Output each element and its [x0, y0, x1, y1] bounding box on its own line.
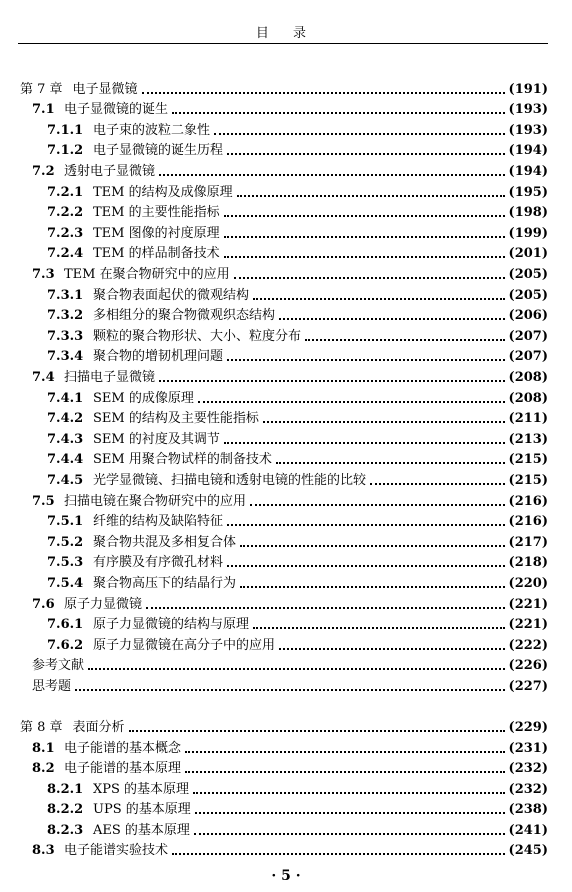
toc-entry-number: 8.2.2	[47, 802, 84, 817]
toc-entry-title: 扫描电子显微镜	[64, 370, 156, 385]
toc-entry	[0, 737, 548, 757]
toc-entry	[0, 366, 548, 386]
toc-entry-number: 7.4	[32, 370, 55, 385]
toc-leader-dots	[370, 479, 505, 485]
toc-entry-number: 7.3.2	[47, 308, 84, 323]
toc-entry	[0, 819, 548, 839]
toc-leader-dots	[240, 582, 505, 588]
toc-entry	[0, 551, 548, 571]
toc-entry-page: (215)	[508, 473, 548, 488]
toc-entry-page: (238)	[508, 802, 548, 817]
toc-entry-page: (199)	[508, 226, 548, 241]
toc-entry-number: 7.1.2	[47, 143, 84, 158]
toc-entry-title: TEM 的样品制备技术	[93, 246, 220, 261]
toc-entry-title: TEM 的主要性能指标	[93, 205, 220, 220]
toc-entry-page: (193)	[508, 102, 548, 117]
toc-entry-title: 电子能谱的基本原理	[64, 761, 182, 776]
toc-entry-title: 聚合物高压下的结晶行为	[93, 576, 237, 591]
toc-entry-page: (220)	[508, 576, 548, 591]
toc-leader-dots	[253, 623, 505, 629]
toc-entry-title: 有序膜及有序微孔材料	[93, 555, 224, 570]
toc-entry-page: (207)	[508, 329, 548, 344]
toc-leader-dots	[129, 726, 505, 732]
toc-entry-title: 参考文献	[32, 658, 85, 673]
toc-entry-number: 7.6	[32, 597, 55, 612]
toc-entry-title: 聚合物共混及多相复合体	[93, 535, 237, 550]
toc-entry	[0, 654, 548, 674]
toc-entry-page: (241)	[508, 823, 548, 838]
toc-entry	[0, 98, 548, 118]
toc-entry-title: 电子显微镜的诞生	[64, 102, 169, 117]
toc-entry-page: (229)	[508, 720, 548, 735]
toc-leader-dots	[305, 335, 505, 341]
toc-entry	[0, 160, 548, 180]
toc-entry-page: (222)	[508, 638, 548, 653]
toc-entry-page: (205)	[508, 288, 548, 303]
toc-leader-dots	[224, 211, 505, 217]
toc-entry-number: 7.5	[32, 494, 55, 509]
toc-entry-number: 8.2	[32, 761, 55, 776]
toc-entry-title: SEM 的衬度及其调节	[93, 432, 220, 447]
toc-entry	[0, 634, 548, 654]
toc-entry-page: (216)	[508, 494, 548, 509]
toc-entry	[0, 139, 548, 159]
toc-entry	[0, 675, 548, 695]
toc-entry-title: 电子显微镜的诞生历程	[93, 143, 224, 158]
toc-leader-dots	[276, 458, 505, 464]
toc-entry-title: SEM 的结构及主要性能指标	[93, 411, 259, 426]
toc-entry-title: 电子显微镜	[72, 82, 138, 97]
toc-entry-number: 7.5.3	[47, 555, 84, 570]
toc-entry-number: 7.2.1	[47, 185, 84, 200]
toc-entry-page: (217)	[508, 535, 548, 550]
toc-entry-number: 8.3	[32, 843, 55, 858]
toc-entry-page: (232)	[508, 761, 548, 776]
toc-entry	[0, 778, 548, 798]
toc-leader-dots	[279, 314, 505, 320]
toc-leader-dots	[253, 294, 505, 300]
toc-entry-number: 7.3.3	[47, 329, 84, 344]
toc-entry-title: 原子力显微镜	[64, 597, 143, 612]
toc-entry-title: 聚合物的增韧机理问题	[93, 349, 224, 364]
toc-leader-dots	[227, 355, 505, 361]
toc-entry-page: (226)	[508, 658, 548, 673]
toc-entry-number: 8.2.1	[47, 782, 84, 797]
toc-entry-title: 透射电子显微镜	[64, 164, 156, 179]
toc-entry-title: 多相组分的聚合物微观织态结构	[93, 308, 276, 323]
toc-entry	[0, 490, 548, 510]
toc-entry-title: 聚合物表面起伏的微观结构	[93, 288, 250, 303]
toc-leader-dots	[88, 664, 505, 670]
toc-entry-title: TEM 图像的衬度原理	[93, 226, 220, 241]
toc-entry-number: 7.6.2	[47, 638, 84, 653]
toc-entry-number: 7.4.4	[47, 452, 84, 467]
toc-entry	[0, 325, 548, 345]
toc-entry	[0, 593, 548, 613]
toc-entry-number: 7.5.4	[47, 576, 84, 591]
toc-entry-number: 7.2	[32, 164, 55, 179]
toc-entry	[0, 201, 548, 221]
toc-entry	[0, 448, 548, 468]
toc-entry-page: (215)	[508, 452, 548, 467]
toc-leader-dots	[214, 129, 505, 135]
toc-entry	[0, 263, 548, 283]
toc-entry-title: 思考题	[32, 679, 72, 694]
toc-entry	[0, 798, 548, 818]
toc-leader-dots	[240, 541, 505, 547]
toc-entry-page: (205)	[508, 267, 548, 282]
toc-entry-page: (195)	[508, 185, 548, 200]
toc-entry-page: (201)	[508, 246, 548, 261]
toc-entry-title: 扫描电镜在聚合物研究中的应用	[64, 494, 247, 509]
toc-entry-title: UPS 的基本原理	[93, 802, 191, 817]
toc-entry-number: 7.3	[32, 267, 55, 282]
toc-entry-number: 7.2.4	[47, 246, 84, 261]
toc-entry	[0, 119, 548, 139]
toc-entry	[0, 469, 548, 489]
toc-entry	[0, 613, 548, 633]
toc-entry-title: 原子力显微镜的结构与原理	[93, 617, 250, 632]
toc-entry-title: 纤维的结构及缺陷特征	[93, 514, 224, 529]
toc-entry-page: (194)	[508, 143, 548, 158]
toc-leader-dots	[146, 603, 505, 609]
toc-entry-number: 7.3.1	[47, 288, 84, 303]
toc-entry-page: (227)	[508, 679, 548, 694]
toc-entry-page: (221)	[508, 617, 548, 632]
toc-entry-page: (208)	[508, 370, 548, 385]
toc-entry-number: 7.6.1	[47, 617, 84, 632]
toc-entry-page: (213)	[508, 432, 548, 447]
toc-entry-page: (231)	[508, 741, 548, 756]
toc-entry-number: 7.3.4	[47, 349, 84, 364]
toc-entry-page: (218)	[508, 555, 548, 570]
toc-leader-dots	[159, 170, 505, 176]
toc-entry-page: (194)	[508, 164, 548, 179]
toc-entry-title: 电子能谱实验技术	[64, 843, 169, 858]
toc-entry-title: TEM 的结构及成像原理	[93, 185, 233, 200]
toc-leader-dots	[224, 232, 505, 238]
toc-entry-page: (198)	[508, 205, 548, 220]
toc-leader-dots	[224, 252, 505, 258]
toc-entry-number: 第 7 章	[20, 82, 63, 97]
toc-entry-title: 电子能谱的基本概念	[64, 741, 182, 756]
toc-entry	[0, 716, 548, 736]
toc-entry	[0, 222, 548, 242]
toc-entry	[0, 531, 548, 551]
toc-entry-title: 表面分析	[72, 720, 125, 735]
toc-entry-page: (216)	[508, 514, 548, 529]
toc-leader-dots	[224, 438, 505, 444]
toc-entry-number: 7.4.5	[47, 473, 84, 488]
toc-entry	[0, 757, 548, 777]
toc-leader-dots	[142, 88, 505, 94]
toc-leader-dots	[237, 191, 505, 197]
toc-entry-page: (206)	[508, 308, 548, 323]
toc-leader-dots	[159, 376, 505, 382]
toc-entry	[0, 304, 548, 324]
toc-entry	[0, 387, 548, 407]
toc-leader-dots	[227, 561, 505, 567]
toc-entry-number: 7.1.1	[47, 123, 84, 138]
toc-leader-dots	[193, 788, 505, 794]
toc-leader-dots	[234, 273, 505, 279]
toc-leader-dots	[227, 520, 505, 526]
toc-leader-dots	[195, 808, 505, 814]
page-number: · 5 ·	[271, 868, 301, 884]
toc-entry-title: XPS 的基本原理	[93, 782, 190, 797]
toc-entry	[0, 572, 548, 592]
toc-entry-number: 7.2.2	[47, 205, 84, 220]
toc-entry	[0, 345, 548, 365]
toc-entry-page: (211)	[508, 411, 548, 426]
toc-leader-dots	[185, 767, 505, 773]
toc-entry-title: 颗粒的聚合物形状、大小、粒度分布	[93, 329, 302, 344]
toc-leader-dots	[198, 397, 505, 403]
toc-entry-number: 7.1	[32, 102, 55, 117]
toc-leader-dots	[194, 829, 505, 835]
toc-entry-title: TEM 在聚合物研究中的应用	[64, 267, 230, 282]
toc-leader-dots	[227, 149, 505, 155]
toc-entry-number: 8.1	[32, 741, 55, 756]
toc-entry-number: 7.4.1	[47, 391, 84, 406]
toc-leader-dots	[185, 747, 505, 753]
toc-entry	[0, 242, 548, 262]
toc-entry-number: 7.5.2	[47, 535, 84, 550]
toc-entry-title: AES 的基本原理	[93, 823, 190, 838]
toc-entry-page: (207)	[508, 349, 548, 364]
toc-leader-dots	[172, 108, 505, 114]
toc-entry-title: 光学显微镜、扫描电镜和透射电镜的性能的比较	[93, 473, 367, 488]
page-header-title: 目 录	[255, 26, 317, 41]
toc-entry	[0, 407, 548, 427]
toc-entry-number: 7.4.3	[47, 432, 84, 447]
toc-entry-title: SEM 的成像原理	[93, 391, 194, 406]
toc-leader-dots	[250, 500, 505, 506]
toc-entry	[0, 284, 548, 304]
toc-entry-number: 7.2.3	[47, 226, 84, 241]
toc-entry	[0, 510, 548, 530]
toc-entry-title: 电子束的波粒二象性	[93, 123, 211, 138]
toc-entry-number: 第 8 章	[20, 720, 63, 735]
toc-entry-number: 8.2.3	[47, 823, 84, 838]
toc-entry-title: SEM 用聚合物试样的制备技术	[93, 452, 272, 467]
toc-entry-page: (221)	[508, 597, 548, 612]
toc-entry-page: (208)	[508, 391, 548, 406]
toc-entry-page: (191)	[508, 82, 548, 97]
toc-entry-number: 7.4.2	[47, 411, 84, 426]
toc-leader-dots	[263, 417, 505, 423]
toc-entry	[0, 839, 548, 859]
toc-leader-dots	[75, 685, 505, 691]
toc-entry-page: (193)	[508, 123, 548, 138]
toc-entry	[0, 181, 548, 201]
toc-entry	[0, 78, 548, 98]
toc-entry-page: (232)	[508, 782, 548, 797]
toc-entry-number: 7.5.1	[47, 514, 84, 529]
toc-leader-dots	[172, 849, 505, 855]
toc-entry	[0, 428, 548, 448]
toc-leader-dots	[279, 644, 505, 650]
toc-entry-page: (245)	[508, 843, 548, 858]
toc-entry-title: 原子力显微镜在高分子中的应用	[93, 638, 276, 653]
